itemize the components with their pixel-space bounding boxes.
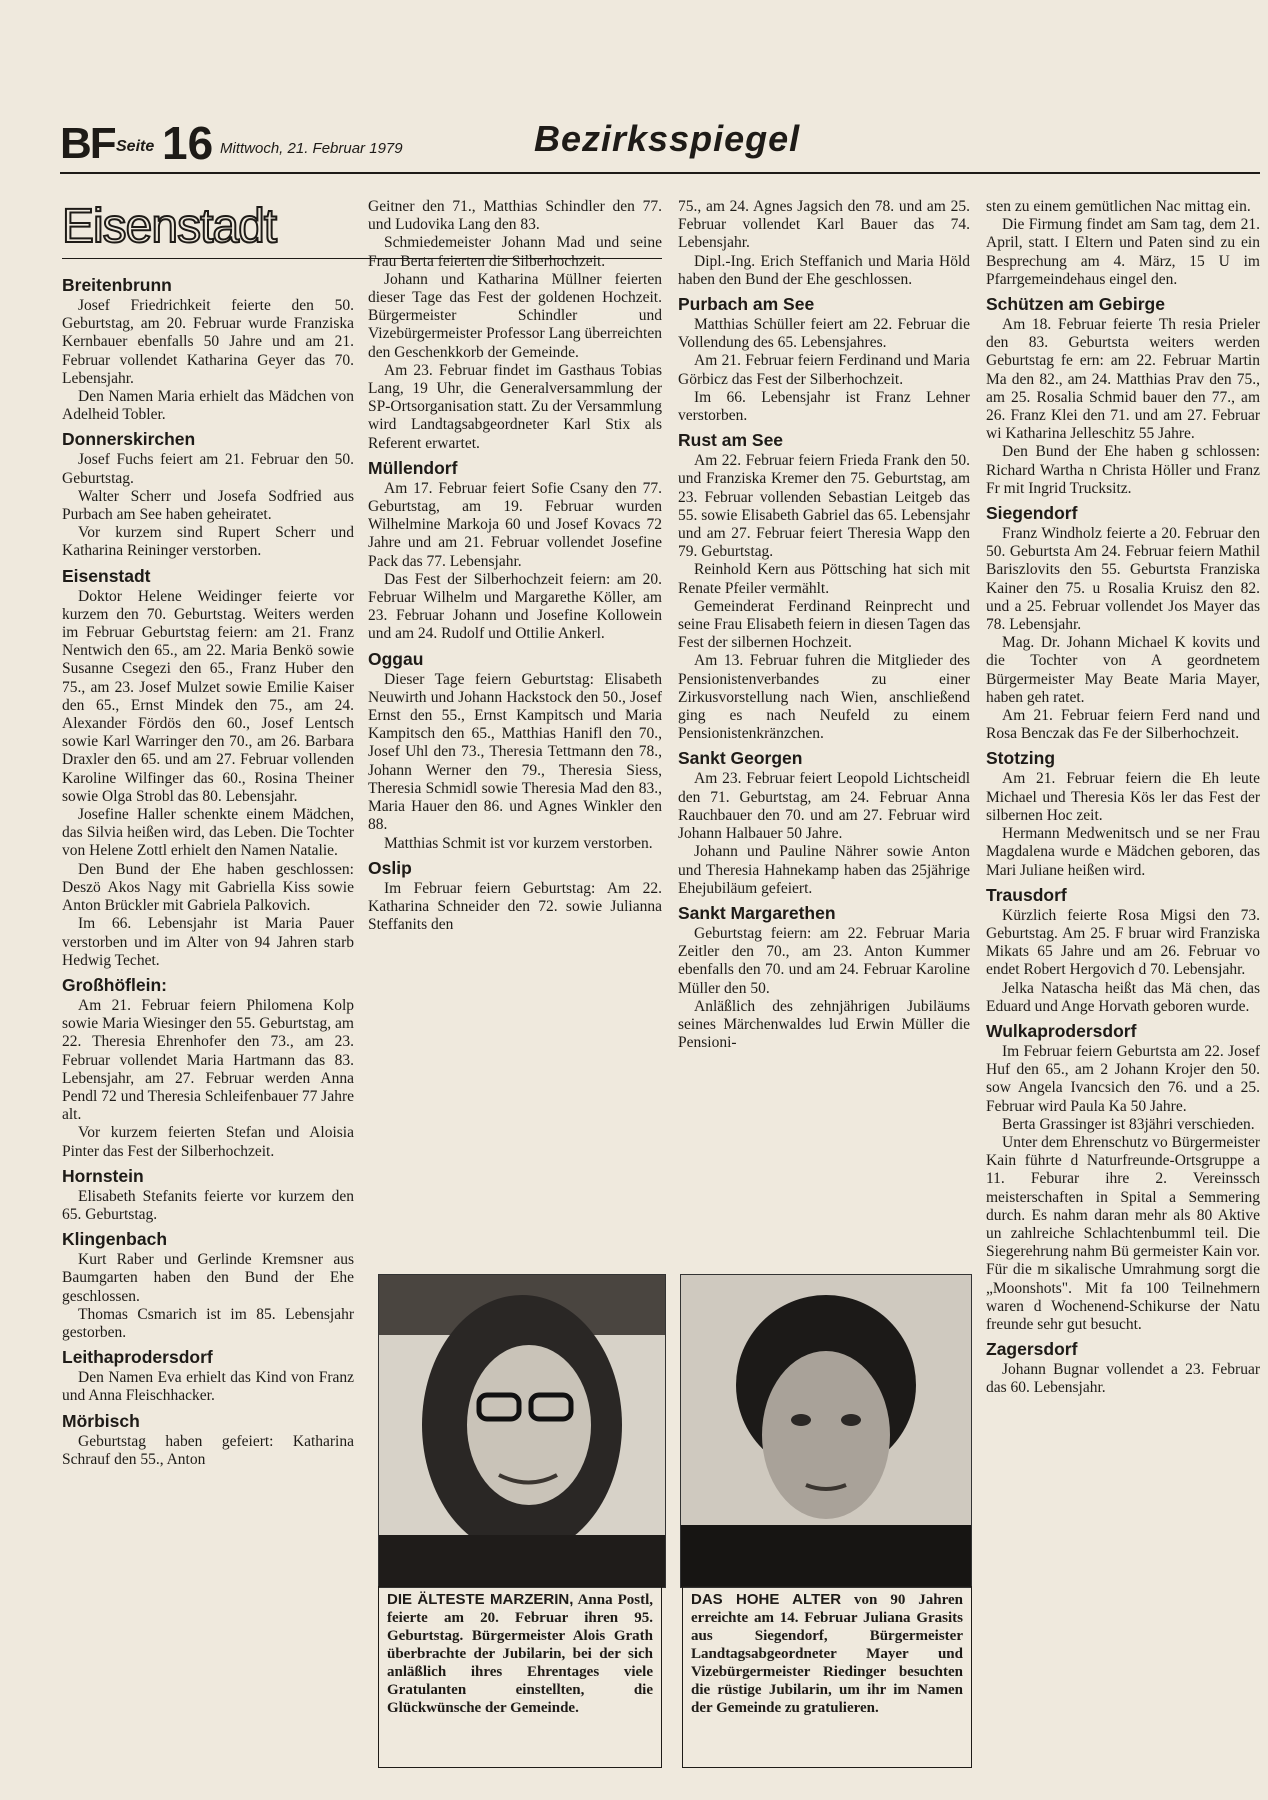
news-paragraph: Gemeinderat Ferdinand Reinprecht und seine Frau Elisabeth feiern in diesen Tagen das Fest der silbernen Hochzeit. bbox=[678, 597, 970, 652]
news-paragraph: Im Februar feiern Geburtsta am 22. Josef Huf den 65., am 2 Johann Krojer den 50. sow Angela Ivancsich den 76. und a 25. Februar wird Paula Ka 50 Jahre. bbox=[986, 1042, 1260, 1115]
locality-heading: Rust am See bbox=[678, 430, 784, 451]
news-paragraph: Josef Friedrichkeit feierte den 50. Geburtstag, am 20. Februar wurde Franziska Kernbauer ebenfalls 50 Jahre und am 21. Februar vollendet Katharina Geyer das 70. Lebensjahr. bbox=[62, 297, 354, 387]
news-paragraph: Am 17. Februar feiert Sofie Csany den 77. Geburtstag, am 19. Februar wurden Wilhelmine Markoja 60 und Josef Kovacs 72 Jahre und am 21. Februar vollendet Josefine Pack das 77. Lebensjahr. bbox=[368, 479, 662, 570]
locality-heading: Wulkaprodersdorf bbox=[986, 1020, 1137, 1041]
news-paragraph: Josef Fuchs feiert am 21. Februar den 50. Geburtstag. bbox=[62, 451, 354, 487]
portrait-image bbox=[379, 1275, 665, 1587]
news-paragraph: Geburtstag haben gefeiert: Katharina Schrauf den 55., Anton bbox=[62, 1432, 354, 1468]
news-paragraph: Den Namen Eva erhielt das Kind von Franz und Anna Fleischhacker. bbox=[62, 1369, 354, 1405]
news-paragraph: Reinhold Kern aus Pöttsching hat sich mit Renate Pfeiler vermählt. bbox=[678, 561, 970, 597]
news-paragraph: Walter Scherr und Josefa Sodfried aus Purbach am See haben geheiratet. bbox=[62, 487, 354, 524]
news-paragraph: Johann und Pauline Nährer sowie Anton und Theresia Hahnekamp haben das 25jährige Ehejubiläum gefeiert. bbox=[678, 843, 970, 897]
locality-heading: Müllendorf bbox=[368, 457, 458, 478]
news-paragraph: Am 23. Februar feiert Leopold Lichtscheidl den 71. Geburtstag, am 24. Februar Anna Rauchbauer den 70. und am 27. Februar wird Johann Halbauer 50 Jahre. bbox=[678, 770, 970, 843]
caption-juliana-grasits bbox=[682, 1586, 972, 1768]
news-paragraph: Johann und Katharina Müllner feierten dieser Tage das Fest der goldenen Hochzeit. Bürgermeister Schindler und Vizebürgermeister Professor Lang überreichten den Geschenkkorb der Gemeinde. bbox=[368, 270, 662, 361]
locality-heading: Oggau bbox=[368, 648, 424, 669]
news-paragraph: Am 21. Februar feiern Ferd nand und Rosa Benczak das Fe der Silberhochzeit. bbox=[986, 707, 1260, 743]
locality-heading: Stotzing bbox=[986, 748, 1056, 769]
news-paragraph: Im 66. Lebensjahr ist Maria Pauer verstorben und im Alter von 94 Jahren starb Hedwig Techet. bbox=[62, 915, 354, 969]
locality-heading: Purbach am See bbox=[678, 294, 815, 315]
column-1 bbox=[62, 270, 354, 1469]
locality-heading: Leithaprodersdorf bbox=[62, 1347, 213, 1368]
news-paragraph: Unter dem Ehrenschutz vo Bürgermeister Kain führte d Naturfreunde-Ortsgruppe a 11. Feburar ihre 2. Vereinssch meisterschaften in Spital a Semmering durch. Es nahm daran mehr als 80 Aktive un zahlreiche Schlachtenbumml teil. Die Siegerehrung nahm Bü germeister Kain vor. Für die m sikalische Umrahmung sorgt die „Moonshots". Mit fa 100 Teilnehmern waren d Wochenend-Schikurse der Natu freunde sehr gut besucht. bbox=[986, 1133, 1260, 1333]
page-label: Seite bbox=[116, 138, 155, 155]
section-title: Bezirksspiegel bbox=[534, 118, 801, 159]
news-paragraph: Die Firmung findet am Sam tag, dem 21. April, statt. I Eltern und Paten sind zu ein Besprechung am 4. März, 15 U im Pfarrgemeindehaus eingel den. bbox=[986, 216, 1260, 288]
news-paragraph: Am 18. Februar feierte Th resia Prieler den 83. Geburtsta weiters werden Geburtstag fe ern: am 22. Februar Martin Ma den 82., am 24. Matthias Prav den 75., am 25. Rosalia Schmid bauer den 77., am 26. Franz Klei den 71. und am 27. Februar wi Katharina Jelleschitz 55 Jahre. bbox=[986, 316, 1260, 443]
locality-heading: Siegendorf bbox=[986, 503, 1078, 524]
issue-date: Mittwoch, 21. Februar 1979 bbox=[220, 140, 403, 157]
news-paragraph: Berta Grassinger ist 83jähri verschieden. bbox=[1002, 1115, 1255, 1133]
news-paragraph: 75., am 24. Agnes Jagsich den 78. und am 25. Februar vollendet Karl Bauer das 74. Lebensjahr. bbox=[678, 198, 970, 252]
locality-heading: Sankt Georgen bbox=[678, 748, 803, 769]
locality-heading: Eisenstadt bbox=[62, 565, 151, 586]
caption-body: von 90 Jahren erreichte am 14. Februar Juliana Grasits aus Siegendorf, Bürgermeister Landtagsabgeordneter Mayer und Vizebürgermeister Riedinger besuchten die rüstige Jubilarin, um ihr im Namen der Gemeinde zu gratulieren. bbox=[691, 1592, 964, 1716]
news-paragraph: Doktor Helene Weidinger feierte vor kurzem den 70. Geburtstag. Weiters werden im Februar Geburtstag feiern: am 21. Franz Nentwich den 65., am 22. Maria Benkö sowie Susanne Csegezi den 65., Franz Huber den 75., am 23. Josef Mulzet sowie Emilie Kaiser den 65., Ernst Mindek den 75., am 24. Alexander Fördös den 60., Josef Lentsch sowie Karl Warringer den 70., am 26. Barbara Draxler den 65. und am 27. Februar vollenden Karoline Wilfinger das 60., Rosina Theiner sowie Olga Strobl das 80. Lebensjahr. bbox=[62, 587, 354, 805]
news-paragraph: Mag. Dr. Johann Michael K kovits und die Tochter von A geordnetem Bürgermeister May Beate Maria Mayer, haben geh ratet. bbox=[986, 634, 1260, 706]
news-paragraph: Im Februar feiern Geburtstag: Am 22. Katharina Schneider den 72. sowie Julianna Steffanits den bbox=[368, 879, 662, 934]
news-paragraph: Am 23. Februar findet im Gasthaus Tobias Lang, 19 Uhr, die Generalversammlung der SP-Ortsorganisation statt. Zu der Versammlung wird Landtagsabgeordneter Karl Stix als Referent erwartet. bbox=[368, 361, 662, 452]
news-paragraph: Kürzlich feierte Rosa Migsi den 73. Geburtstag. Am 25. F bruar wird Franziska Mikats 65 Jahre und am 26. Februar vo endet Robert Hergovich d 70. Lebensjahr. bbox=[986, 906, 1260, 979]
news-paragraph: Am 13. Februar fuhren die Mitglieder des Pensionistenverbandes zu einer Zirkusvorstellung nach Wien, anschließend ging es nach Neufeld zu einem Pensionistenkränzchen. bbox=[678, 652, 970, 743]
locality-heading: Mörbisch bbox=[62, 1410, 140, 1431]
news-paragraph: Den Bund der Ehe haben g schlossen: Richard Wartha n Christa Höller und Franz Fr mit Ingrid Trucksitz. bbox=[986, 443, 1260, 497]
news-paragraph: Jelka Natascha heißt das Mä chen, das Eduard und Ange Horvath geboren wurde. bbox=[986, 979, 1260, 1015]
locality-heading: Zagersdorf bbox=[986, 1339, 1078, 1360]
news-paragraph: Vor kurzem sind Rupert Scherr und Katharina Reininger verstorben. bbox=[62, 524, 354, 560]
column-4 bbox=[986, 198, 1260, 1398]
locality-heading: Hornstein bbox=[62, 1165, 144, 1186]
news-paragraph: Am 21. Februar feiern die Eh leute Michael und Theresia Kös ler das Fest der silbernen Hoc zeit. bbox=[986, 770, 1260, 824]
news-paragraph: Geburtstag feiern: am 22. Februar Maria Zeitler den 70., am 23. Anton Kummer ebenfalls den 70. und am 24. Februar Karoline Müller den 50. bbox=[678, 924, 970, 997]
page-header bbox=[60, 118, 1260, 174]
header-rule bbox=[60, 172, 1260, 174]
caption-lead: DIE ÄLTESTE MARZERIN, bbox=[387, 1591, 574, 1608]
news-paragraph: Das Fest der Silberhochzeit feiern: am 20. Februar Wilhelm und Margarethe Köller, am 23. Februar Johann und Josefine Kollowein und am 24. Rudolf und Ottilie Ankerl. bbox=[368, 570, 662, 643]
news-paragraph: Den Namen Maria erhielt das Mädchen von Adelheid Tobler. bbox=[62, 388, 354, 424]
caption-lead: DAS HOHE ALTER bbox=[691, 1591, 842, 1608]
portrait-image bbox=[681, 1275, 971, 1587]
news-paragraph: Franz Windholz feierte a 20. Februar den 50. Geburtsta Am 24. Februar feiern Mathil Bariszlovits den 55. Geburtsta Franziska Kainer den 75. u Rosalia Kruisz den 82. und a 25. Februar vollendet Jos Mayer das 78. Lebensjahr. bbox=[986, 525, 1260, 634]
district-title bbox=[62, 200, 322, 254]
news-paragraph: Matthias Schüller feiert am 22. Februar die Vollendung des 65. Lebensjahres. bbox=[678, 316, 970, 352]
news-paragraph: Den Bund der Ehe haben geschlossen: Deszö Akos Nagy mit Gabriella Kiss sowie Anton Brückler mit Gabriela Palkovich. bbox=[62, 860, 354, 915]
news-paragraph: Elisabeth Stefanits feierte vor kurzem den 65. Geburtstag. bbox=[62, 1187, 354, 1223]
locality-heading: Breitenbrunn bbox=[62, 275, 172, 295]
photo-anna-postl bbox=[378, 1274, 666, 1588]
news-paragraph: Geitner den 71., Matthias Schindler den 77. und Ludovika Lang den 83. bbox=[368, 198, 662, 234]
news-paragraph: Matthias Schmit ist vor kurzem verstorben. bbox=[384, 834, 653, 852]
locality-heading: Sankt Margarethen bbox=[678, 902, 836, 923]
locality-heading: Donnerskirchen bbox=[62, 429, 196, 450]
locality-heading: Trausdorf bbox=[986, 884, 1067, 905]
caption-anna-postl bbox=[378, 1586, 662, 1768]
column-3 bbox=[678, 198, 970, 1052]
locality-heading: Klingenbach bbox=[62, 1229, 168, 1250]
locality-heading: Großhöflein: bbox=[62, 974, 167, 995]
news-paragraph: Kurt Raber und Gerlinde Kremsner aus Baumgarten haben den Bund der Ehe geschlossen. bbox=[62, 1251, 354, 1305]
news-paragraph: Am 21. Februar feiern Ferdinand und Maria Görbicz das Fest der Silberhochzeit. bbox=[678, 352, 970, 388]
newspaper-logo: BF bbox=[60, 119, 115, 168]
news-paragraph: Am 22. Februar feiern Frieda Frank den 50. und Franziska Kremer den 75. Geburtstag, am 23. Februar vollenden Sebastian Leitgeb das 55. sowie Elisabeth Gabriel das 65. Lebensjahr und am 27. Februar feiert Theresia Wapp den 79. Geburtstag. bbox=[678, 452, 970, 561]
news-paragraph: Johann Bugnar vollendet a 23. Februar das 60. Lebensjahr. bbox=[986, 1361, 1260, 1397]
news-paragraph: Josefine Haller schenkte einem Mädchen, das Silvia heißen wird, das Leben. Die Tochter von Helene Zottl erhielt den Namen Natalie. bbox=[62, 806, 354, 860]
locality-heading: Oslip bbox=[368, 857, 412, 878]
news-paragraph: Thomas Csmarich ist im 85. Lebensjahr gestorben. bbox=[62, 1305, 354, 1341]
news-paragraph: sten zu einem gemütlichen Nac mittag ein. bbox=[986, 198, 1251, 215]
column-2 bbox=[368, 198, 662, 934]
news-paragraph: Anläßlich des zehnjährigen Jubiläums seines Märchenwaldes lud Erwin Müller die Pensioni- bbox=[678, 997, 970, 1052]
news-paragraph: Am 21. Februar feiern Philomena Kolp sowie Maria Wiesinger den 55. Geburtstag, am 22. Theresia Ehrenhofer den 73., am 23. Februar vollendet Maria Hartmann das 83. Lebensjahr, am 27. Februar werden Anna Pendl 72 und Theresia Schleifenbauer 77 Jahre alt. bbox=[62, 996, 354, 1124]
district-title-text: Eisenstadt bbox=[62, 200, 277, 253]
news-paragraph: Dipl.-Ing. Erich Steffanich und Maria Höld haben den Bund der Ehe geschlossen. bbox=[678, 252, 970, 288]
news-paragraph: Hermann Medwenitsch und se ner Frau Magdalena wurde e Mädchen geboren, das Mari Juliane heißen wird. bbox=[986, 825, 1260, 879]
photo-juliana-grasits bbox=[680, 1274, 972, 1588]
page-number: 16 bbox=[162, 117, 214, 169]
news-paragraph: Vor kurzem feierten Stefan und Aloisia Pinter das Fest der Silberhochzeit. bbox=[62, 1124, 354, 1160]
locality-heading: Schützen am Gebirge bbox=[986, 294, 1165, 315]
news-paragraph: Dieser Tage feiern Geburtstag: Elisabeth Neuwirth und Johann Hackstock den 50., Josef Ernst den 55., Ernst Kampitsch und Maria Kampitsch den 65., Matthias Hanifl den 70., Josef Uhl den 73., Theresia Tettmann den 78., Johann Werner den 79., Theresia Siess, Theresia Schmidl sowie Theresia Mad den 83., Maria Hauer den 86. und Agnes Winkler den 88. bbox=[368, 670, 662, 834]
caption-body: Anna Postl, feierte am 20. Februar ihren 95. Geburtstag. Bürgermeister Alois Grath überbrachte der Jubilarin, bei der sich anläßlich ihres Ehrentages viele Gratulanten einstellten, die Glückwünsche der Gemeinde. bbox=[387, 1592, 653, 1716]
news-paragraph: Schmiedemeister Johann Mad und seine Frau Berta feierten die Silberhochzeit. bbox=[368, 234, 662, 270]
news-paragraph: Im 66. Lebensjahr ist Franz Lehner verstorben. bbox=[678, 388, 970, 425]
